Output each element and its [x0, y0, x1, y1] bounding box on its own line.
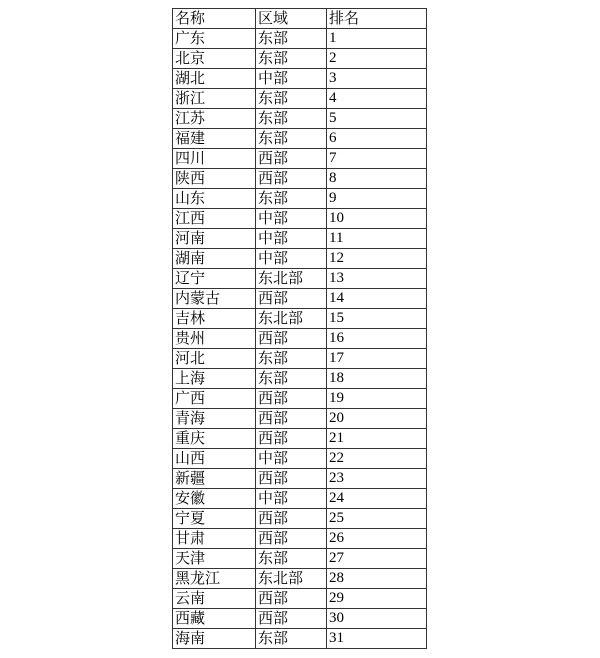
province-name-cell: 山西	[173, 449, 256, 469]
province-name-cell: 江苏	[173, 109, 256, 129]
table-row	[173, 249, 427, 269]
region-cell: 西部	[256, 409, 327, 429]
table-row	[173, 289, 427, 309]
table-row	[173, 489, 427, 509]
rank-cell: 17	[327, 349, 427, 369]
rank-cell: 21	[327, 429, 427, 449]
table-row	[173, 29, 427, 49]
table-row	[173, 309, 427, 329]
province-name-cell: 湖北	[173, 69, 256, 89]
rank-cell: 30	[327, 609, 427, 629]
rank-cell: 18	[327, 369, 427, 389]
rank-cell: 28	[327, 569, 427, 589]
region-cell: 中部	[256, 249, 327, 269]
header-row	[173, 9, 427, 29]
table-row	[173, 509, 427, 529]
region-cell: 中部	[256, 449, 327, 469]
province-name-cell: 上海	[173, 369, 256, 389]
table-row	[173, 129, 427, 149]
province-name-cell: 黑龙江	[173, 569, 256, 589]
region-cell: 东部	[256, 29, 327, 49]
table-row	[173, 609, 427, 629]
table-row	[173, 389, 427, 409]
province-name-cell: 福建	[173, 129, 256, 149]
province-name-cell: 天津	[173, 549, 256, 569]
province-name-cell: 四川	[173, 149, 256, 169]
rank-cell: 1	[327, 29, 427, 49]
rank-cell: 13	[327, 269, 427, 289]
table-row	[173, 149, 427, 169]
table-row	[173, 569, 427, 589]
table-row	[173, 469, 427, 489]
rank-cell: 26	[327, 529, 427, 549]
province-name-cell: 浙江	[173, 89, 256, 109]
rank-cell: 23	[327, 469, 427, 489]
region-cell: 中部	[256, 69, 327, 89]
rank-cell: 22	[327, 449, 427, 469]
rank-cell: 4	[327, 89, 427, 109]
region-cell: 中部	[256, 209, 327, 229]
region-cell: 西部	[256, 589, 327, 609]
region-cell: 西部	[256, 429, 327, 449]
province-name-cell: 广西	[173, 389, 256, 409]
table-row	[173, 169, 427, 189]
region-cell: 东部	[256, 109, 327, 129]
table-row	[173, 369, 427, 389]
province-name-cell: 辽宁	[173, 269, 256, 289]
province-name-cell: 重庆	[173, 429, 256, 449]
rank-cell: 3	[327, 69, 427, 89]
table-row	[173, 529, 427, 549]
rank-cell: 20	[327, 409, 427, 429]
rank-cell: 27	[327, 549, 427, 569]
table-row	[173, 429, 427, 449]
table-row	[173, 109, 427, 129]
table-row	[173, 329, 427, 349]
table-row	[173, 69, 427, 89]
province-name-cell: 甘肃	[173, 529, 256, 549]
province-name-cell: 青海	[173, 409, 256, 429]
rank-cell: 8	[327, 169, 427, 189]
rank-cell: 10	[327, 209, 427, 229]
rank-cell: 7	[327, 149, 427, 169]
province-name-cell: 云南	[173, 589, 256, 609]
region-cell: 东部	[256, 369, 327, 389]
region-cell: 西部	[256, 149, 327, 169]
region-cell: 东北部	[256, 569, 327, 589]
region-cell: 东北部	[256, 309, 327, 329]
rank-cell: 14	[327, 289, 427, 309]
rank-cell: 2	[327, 49, 427, 69]
region-cell: 东部	[256, 349, 327, 369]
province-name-cell: 河南	[173, 229, 256, 249]
rank-cell: 11	[327, 229, 427, 249]
region-cell: 西部	[256, 469, 327, 489]
table-row	[173, 229, 427, 249]
region-cell: 东北部	[256, 269, 327, 289]
region-cell: 东部	[256, 89, 327, 109]
region-cell: 东部	[256, 629, 327, 649]
region-cell: 中部	[256, 229, 327, 249]
region-cell: 西部	[256, 289, 327, 309]
province-name-cell: 西藏	[173, 609, 256, 629]
rank-cell: 9	[327, 189, 427, 209]
region-cell: 东部	[256, 129, 327, 149]
region-cell: 西部	[256, 329, 327, 349]
rank-cell: 24	[327, 489, 427, 509]
province-name-cell: 新疆	[173, 469, 256, 489]
province-name-cell: 陕西	[173, 169, 256, 189]
header-region: 区域	[256, 9, 327, 29]
region-cell: 中部	[256, 489, 327, 509]
province-name-cell: 广东	[173, 29, 256, 49]
rank-cell: 16	[327, 329, 427, 349]
table-row	[173, 549, 427, 569]
rank-cell: 5	[327, 109, 427, 129]
header-rank: 排名	[327, 9, 427, 29]
header-name: 名称	[173, 9, 256, 29]
province-name-cell: 贵州	[173, 329, 256, 349]
rank-cell: 25	[327, 509, 427, 529]
region-cell: 西部	[256, 169, 327, 189]
region-cell: 西部	[256, 389, 327, 409]
region-cell: 东部	[256, 189, 327, 209]
province-name-cell: 宁夏	[173, 509, 256, 529]
rank-cell: 19	[327, 389, 427, 409]
rank-cell: 29	[327, 589, 427, 609]
province-name-cell: 山东	[173, 189, 256, 209]
region-cell: 西部	[256, 609, 327, 629]
province-name-cell: 吉林	[173, 309, 256, 329]
rank-cell: 12	[327, 249, 427, 269]
province-name-cell: 内蒙古	[173, 289, 256, 309]
table-row	[173, 589, 427, 609]
region-cell: 东部	[256, 549, 327, 569]
province-name-cell: 江西	[173, 209, 256, 229]
table-row	[173, 449, 427, 469]
table-row	[173, 189, 427, 209]
table-row	[173, 629, 427, 649]
rank-cell: 15	[327, 309, 427, 329]
table-row	[173, 349, 427, 369]
region-ranking-table	[172, 8, 427, 649]
province-name-cell: 湖南	[173, 249, 256, 269]
province-name-cell: 安徽	[173, 489, 256, 509]
table-row	[173, 409, 427, 429]
region-cell: 东部	[256, 49, 327, 69]
table-row	[173, 89, 427, 109]
table-body	[173, 9, 427, 649]
rank-cell: 31	[327, 629, 427, 649]
region-cell: 西部	[256, 529, 327, 549]
table-row	[173, 209, 427, 229]
region-cell: 西部	[256, 509, 327, 529]
province-name-cell: 北京	[173, 49, 256, 69]
province-name-cell: 海南	[173, 629, 256, 649]
province-name-cell: 河北	[173, 349, 256, 369]
table-row	[173, 49, 427, 69]
table-row	[173, 269, 427, 289]
rank-cell: 6	[327, 129, 427, 149]
